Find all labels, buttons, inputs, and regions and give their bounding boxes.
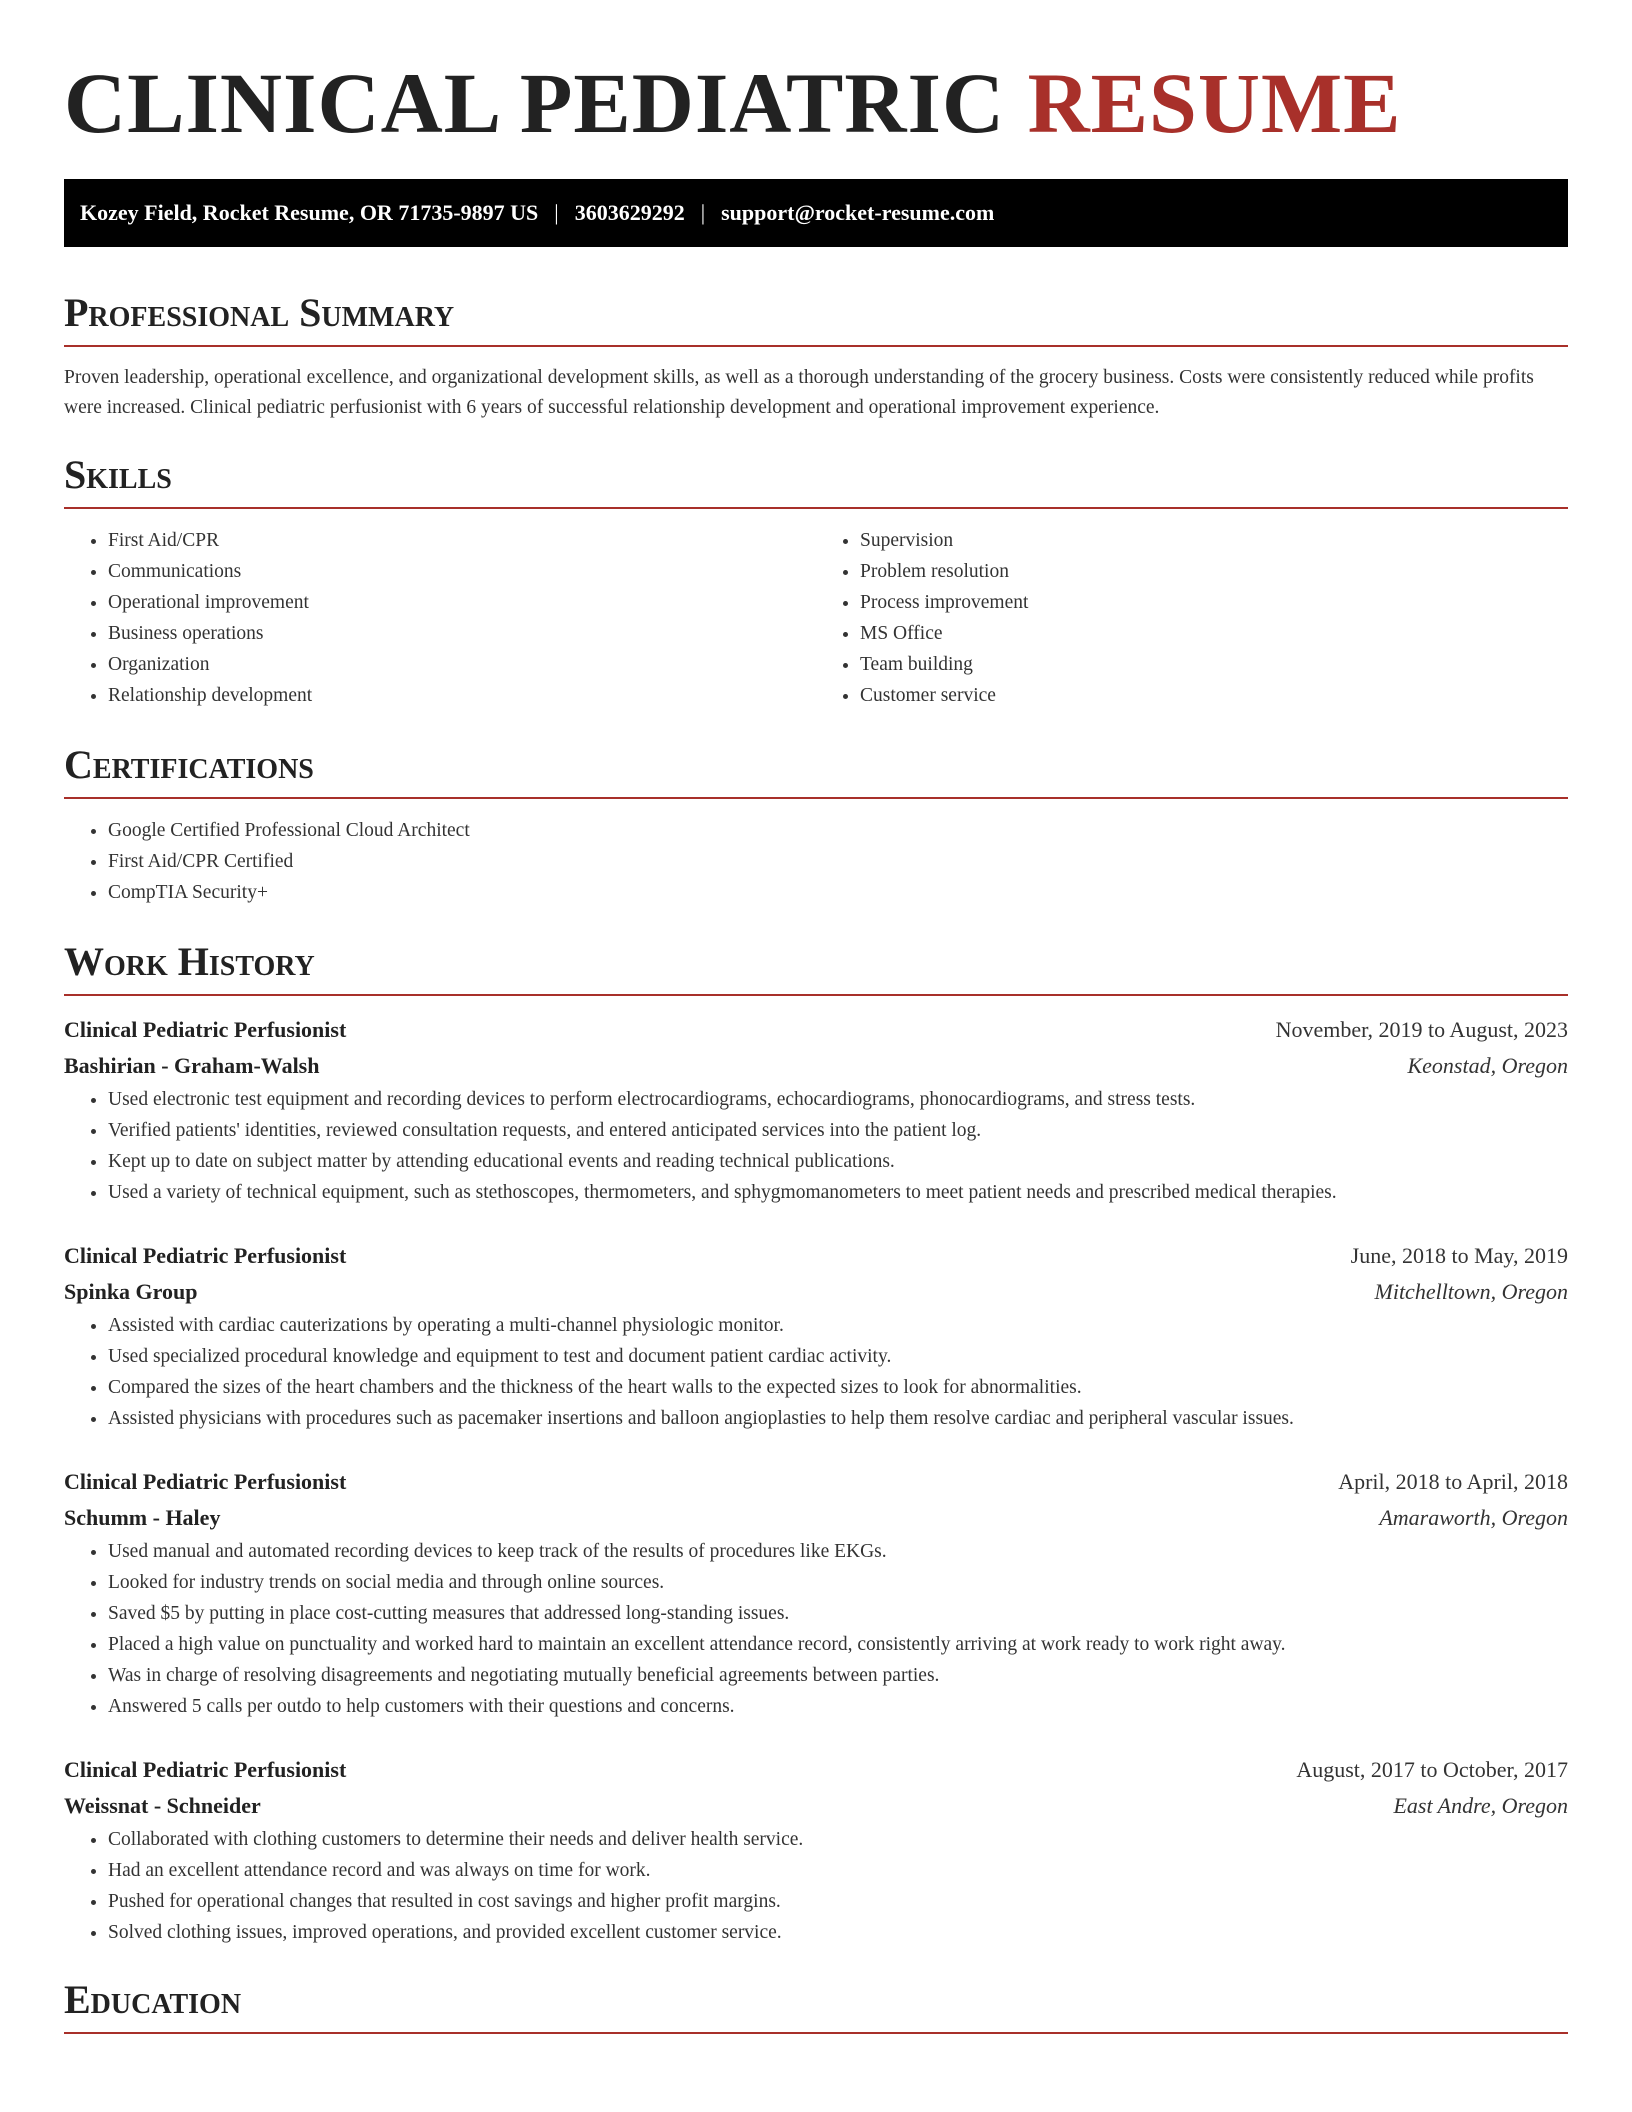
work-history-heading: Work History (64, 938, 1568, 996)
job-company: Weissnat - Schneider (64, 1792, 261, 1818)
summary-heading: Professional Summary (64, 289, 1568, 347)
contact-phone: 3603629292 (574, 199, 685, 225)
job-subheader (64, 1500, 1568, 1536)
job-dates: April, 2018 to April, 2018 (1338, 1468, 1568, 1494)
job-entry (64, 1012, 1568, 1208)
job-bullet: • Was in charge of resolving disagreements and negotiating mutually beneficial agreements between parties. (108, 1660, 1568, 1691)
certification-item: • First Aid/CPR Certified (108, 846, 1568, 877)
job-location: Keonstad, Oregon (1407, 1052, 1568, 1078)
job-dates: August, 2017 to October, 2017 (1296, 1756, 1568, 1782)
job-bullet: • Had an excellent attendance record and was always on time for work. (108, 1855, 1568, 1886)
skill-item: • Communications (108, 556, 816, 587)
skill-item: • Relationship development (108, 680, 816, 711)
education-heading: Education (64, 1976, 1568, 2034)
contact-separator: | (554, 199, 559, 225)
job-bullets (64, 1310, 1568, 1434)
contact-bar (64, 179, 1568, 247)
job-entry (64, 1464, 1568, 1722)
job-dates: November, 2019 to August, 2023 (1275, 1016, 1568, 1042)
certifications-section (64, 741, 1568, 908)
certification-item: • Google Certified Professional Cloud Architect (108, 815, 1568, 846)
job-title: Clinical Pediatric Perfusionist (64, 1016, 347, 1042)
job-bullets (64, 1536, 1568, 1722)
skill-item: • Problem resolution (860, 556, 1568, 587)
job-bullet: • Looked for industry trends on social media and through online sources. (108, 1567, 1568, 1598)
job-bullet: • Verified patients' identities, reviewed consultation requests, and entered anticipated services into the patient log. (108, 1115, 1568, 1146)
skill-item: • Business operations (108, 618, 816, 649)
summary-section (64, 289, 1568, 423)
job-location: East Andre, Oregon (1393, 1792, 1568, 1818)
job-bullet: • Pushed for operational changes that resulted in cost savings and higher profit margins. (108, 1886, 1568, 1917)
skills-columns (64, 525, 1568, 711)
skill-item: • Team building (860, 649, 1568, 680)
job-company: Spinka Group (64, 1278, 198, 1304)
job-bullet: • Compared the sizes of the heart chambers and the thickness of the heart walls to the expected sizes to look for abnormalities. (108, 1372, 1568, 1403)
certification-item: • CompTIA Security+ (108, 877, 1568, 908)
skill-item: • MS Office (860, 618, 1568, 649)
job-bullets (64, 1084, 1568, 1208)
contact-email: support@rocket-resume.com (721, 199, 995, 225)
job-location: Amaraworth, Oregon (1379, 1504, 1568, 1530)
skill-item: • Organization (108, 649, 816, 680)
job-header (64, 1238, 1568, 1274)
job-entry (64, 1752, 1568, 1948)
job-location: Mitchelltown, Oregon (1374, 1278, 1568, 1304)
education-section (64, 1976, 1568, 2034)
job-bullet: • Kept up to date on subject matter by attending educational events and reading technical publications. (108, 1146, 1568, 1177)
job-bullet: • Placed a high value on punctuality and worked hard to maintain an excellent attendance record, consistently arriving at work ready to work right away. (108, 1629, 1568, 1660)
job-dates: June, 2018 to May, 2019 (1350, 1242, 1568, 1268)
job-subheader (64, 1788, 1568, 1824)
job-subheader (64, 1048, 1568, 1084)
skill-item: • Process improvement (860, 587, 1568, 618)
skill-item: • First Aid/CPR (108, 525, 816, 556)
job-bullet: • Saved $5 by putting in place cost-cutting measures that addressed long-standing issues. (108, 1598, 1568, 1629)
resume-title (64, 54, 1568, 153)
job-bullet: • Used manual and automated recording devices to keep track of the results of procedures like EKGs. (108, 1536, 1568, 1567)
skills-list-right (816, 525, 1568, 711)
job-bullet: • Assisted with cardiac cauterizations by operating a multi-channel physiologic monitor. (108, 1310, 1568, 1341)
skill-item: • Customer service (860, 680, 1568, 711)
job-header (64, 1464, 1568, 1500)
job-title: Clinical Pediatric Perfusionist (64, 1468, 347, 1494)
job-header (64, 1012, 1568, 1048)
job-bullet: • Used specialized procedural knowledge and equipment to test and document patient cardiac activity. (108, 1341, 1568, 1372)
job-bullet: • Answered 5 calls per outdo to help customers with their questions and concerns. (108, 1691, 1568, 1722)
work-history-section (64, 938, 1568, 1948)
job-company: Schumm - Haley (64, 1504, 221, 1530)
job-subheader (64, 1274, 1568, 1310)
skills-heading: Skills (64, 451, 1568, 509)
skills-section (64, 451, 1568, 711)
summary-text: Proven leadership, operational excellence, and organizational development skills, as well as a thorough understanding of the grocery business. Costs were consistently reduced while profits were increased. Clinical pediatric perfusionist with 6 years of successful relationship development and operational improvement experience. (64, 366, 1534, 418)
contact-separator: | (700, 199, 706, 225)
job-company: Bashirian - Graham-Walsh (64, 1052, 320, 1078)
job-entry (64, 1238, 1568, 1434)
contact-address: Kozey Field, Rocket Resume, OR 71735-9897 US (80, 199, 539, 225)
job-title: Clinical Pediatric Perfusionist (64, 1756, 347, 1782)
job-bullet: • Collaborated with clothing customers to determine their needs and deliver health service. (108, 1824, 1568, 1855)
job-bullet: • Assisted physicians with procedures such as pacemaker insertions and balloon angioplasties to help them resolve cardiac and peripheral vascular issues. (108, 1403, 1568, 1434)
job-bullet: • Used electronic test equipment and recording devices to perform electrocardiograms, echocardiograms, phonocardiograms, and stress tests. (108, 1084, 1568, 1115)
job-bullet: • Solved clothing issues, improved operations, and provided excellent customer service. (108, 1917, 1568, 1948)
job-bullet: • Used a variety of technical equipment, such as stethoscopes, thermometers, and sphygmomanometers to meet patient needs and prescribed medical therapies. (108, 1177, 1568, 1208)
certifications-heading: Certifications (64, 741, 1568, 799)
skill-item: • Operational improvement (108, 587, 816, 618)
job-title: Clinical Pediatric Perfusionist (64, 1242, 347, 1268)
job-bullets (64, 1824, 1568, 1948)
skills-list-left (64, 525, 816, 711)
job-header (64, 1752, 1568, 1788)
title-accent: RESUME (1027, 55, 1402, 151)
certifications-list (64, 815, 1568, 908)
skill-item: • Supervision (860, 525, 1568, 556)
title-main: CLINICAL PEDIATRIC (64, 55, 1006, 151)
